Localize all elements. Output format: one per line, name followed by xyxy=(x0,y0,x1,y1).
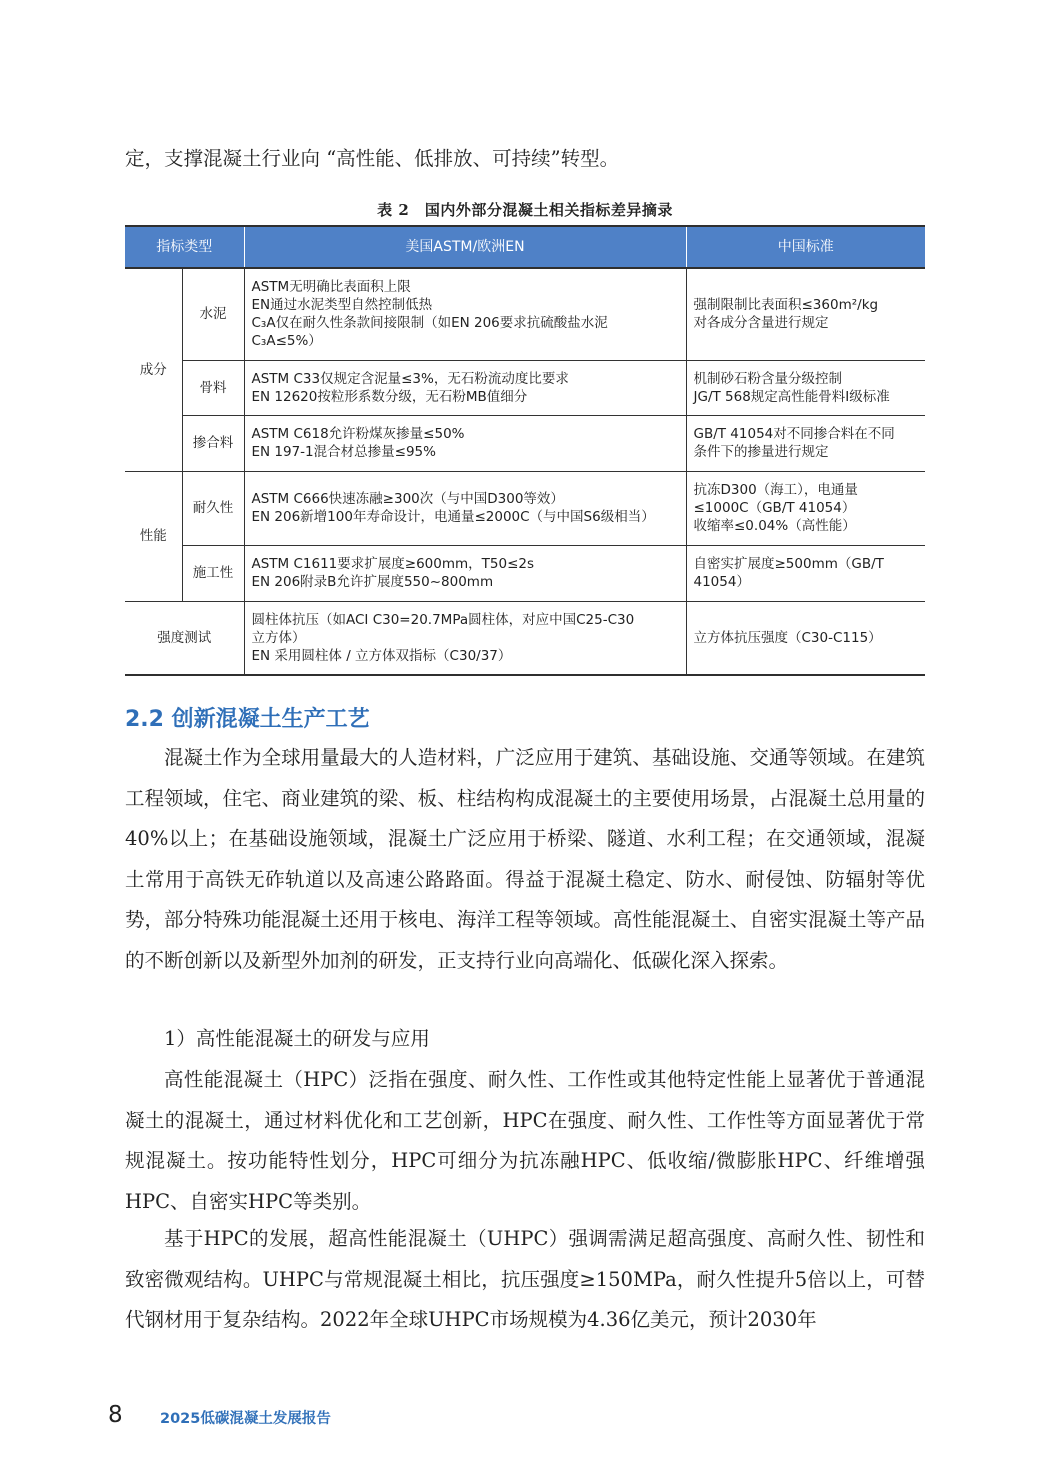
header-china: 中国标准 xyxy=(686,226,925,268)
cell-line: ASTM C666快速冻融≥300次（与中国D300等效） xyxy=(251,491,564,507)
body-paragraph: 混凝土作为全球用量最大的人造材料，广泛应用于建筑、基础设施、交通等领域。在建筑工程领域，住宅、商业建筑的梁、板、柱结构构成混凝土的主要使用场景，占混凝土总用量的40%以上；在基础设施领域，混凝土广泛应用于桥梁、隧道、水利工程；在交通领域，混凝土常用于高铁无砟轨道以及高速公路路面。得益于混凝土稳定、防水、耐侵蚀、防辐射等优势，部分特殊功能混凝土还用于核电、海洋工程等领域。高性能混凝土、自密实混凝土等产品的不断创新以及新型外加剂的研发，正支持行业向高端化、低碳化深入探索。 xyxy=(125,746,925,972)
cell-line: C₃A≤5%） xyxy=(251,333,322,350)
cell-cn xyxy=(686,268,925,360)
cell-line: ASTM C33仅规定含泥量≤3%，无石粉流动度比要求 xyxy=(251,370,569,387)
cell-us xyxy=(244,360,686,415)
cell-line: 圆柱体抗压（如ACI C30=20.7MPa圆柱体，对应中国C25-C30 xyxy=(251,611,635,628)
cell-line: EN 206新增100年寿命设计，电通量≤2000C（与中国S6级相当） xyxy=(251,509,655,525)
sub-workability: 施工性 xyxy=(182,545,244,601)
cell-line: 41054） xyxy=(693,574,750,590)
cell-line: 自密实扩展度≥500mm（GB/T xyxy=(693,556,884,572)
group-composition: 成分 xyxy=(125,268,182,471)
cell-line: EN通过水泥类型自然控制低热 xyxy=(251,297,433,314)
section-heading: 2.2 创新混凝土生产工艺 xyxy=(125,707,370,732)
sub-durability: 耐久性 xyxy=(182,471,244,545)
cell-line: 强制限制比表面积≤360m²/kg xyxy=(693,297,879,314)
cell-us xyxy=(244,415,686,471)
cell-line: EN 采用圆柱体 / 立方体双指标（C30/37） xyxy=(251,647,512,664)
cell-line: JG/T 568规定高性能骨料Ⅰ级标准 xyxy=(693,388,890,405)
comparison-table xyxy=(125,225,925,676)
cell-line: GB/T 41054对不同掺合料在不同 xyxy=(693,426,895,442)
table-caption: 表 2 国内外部分混凝土相关指标差异摘录 xyxy=(377,201,673,219)
table-row xyxy=(125,545,925,601)
cell-cn xyxy=(686,601,925,675)
subsection-title: 1）高性能混凝土的研发与应用 xyxy=(164,1027,430,1050)
sub-cement: 水泥 xyxy=(182,268,244,360)
cell-line: ASTM无明确比表面积上限 xyxy=(251,279,411,296)
report-title: 2025低碳混凝土发展报告 xyxy=(160,1411,331,1427)
cell-cn xyxy=(686,545,925,601)
cell-us xyxy=(244,471,686,545)
cell-line: EN 206附录B允许扩展度550~800mm xyxy=(251,574,494,590)
cell-line: ASTM C618允许粉煤灰掺量≤50% xyxy=(251,426,465,442)
cell-cn xyxy=(686,415,925,471)
header-us-eu: 美国ASTM/欧洲EN xyxy=(244,226,686,268)
cell-line: ASTM C1611要求扩展度≥600mm，T50≤2s xyxy=(251,556,535,572)
sub-aggregate: 骨料 xyxy=(182,360,244,415)
sub-admixture: 掺合料 xyxy=(182,415,244,471)
page-number: 8 xyxy=(108,1402,123,1428)
cell-line: ≤1000C（GB/T 41054） xyxy=(693,500,856,516)
cell-line: EN 197-1混合材总掺量≤95% xyxy=(251,444,436,460)
cell-line: EN 12620按粒形系数分级，无石粉MB值细分 xyxy=(251,388,528,405)
cell-line: 机制砂石粉含量分级控制 xyxy=(693,370,842,387)
table-row xyxy=(125,471,925,545)
cell-line: 收缩率≤0.04%（高性能） xyxy=(693,518,856,534)
body-paragraph: 高性能混凝土（HPC）泛指在强度、耐久性、工作性或其他特定性能上显著优于普通混凝土的混凝土，通过材料优化和工艺创新，HPC在强度、耐久性、工作性等方面显著优于常规混凝土。按功能特性划分，HPC可细分为抗冻融HPC、低收缩/微膨胀HPC、纤维增强HPC、自密实HPC等类别。 xyxy=(125,1068,925,1213)
cell-line: 条件下的掺量进行规定 xyxy=(693,444,829,460)
cell-cn xyxy=(686,471,925,545)
table-row xyxy=(125,601,925,675)
cell-line: 立方体） xyxy=(251,629,306,646)
group-strength: 强度测试 xyxy=(125,601,244,675)
table-header-row xyxy=(125,226,925,268)
cell-line: C₃A仅在耐久性条款间接限制（如EN 206要求抗硫酸盐水泥 xyxy=(251,315,608,332)
table-row xyxy=(125,415,925,471)
group-performance: 性能 xyxy=(125,471,182,601)
table-row xyxy=(125,268,925,360)
table-row xyxy=(125,360,925,415)
body-paragraph: 基于HPC的发展，超高性能混凝土（UHPC）强调需满足超高强度、高耐久性、韧性和致密微观结构。UHPC与常规混凝土相比，抗压强度≥150MPa，耐久性提升5倍以上，可替代钢材用于复杂结构。2022年全球UHPC市场规模为4.36亿美元，预计2030年 xyxy=(125,1227,925,1331)
cell-us xyxy=(244,545,686,601)
cell-us xyxy=(244,268,686,360)
cell-line: 抗冻D300（海工），电通量 xyxy=(693,482,858,498)
cell-cn xyxy=(686,360,925,415)
cell-line: 立方体抗压强度（C30-C115） xyxy=(693,629,882,646)
cell-us xyxy=(244,601,686,675)
intro-paragraph: 定，支撑混凝土行业向 “高性能、低排放、可持续”转型。 xyxy=(125,147,620,170)
cell-line: 对各成分含量进行规定 xyxy=(693,315,829,332)
header-indicator-type: 指标类型 xyxy=(125,226,244,268)
